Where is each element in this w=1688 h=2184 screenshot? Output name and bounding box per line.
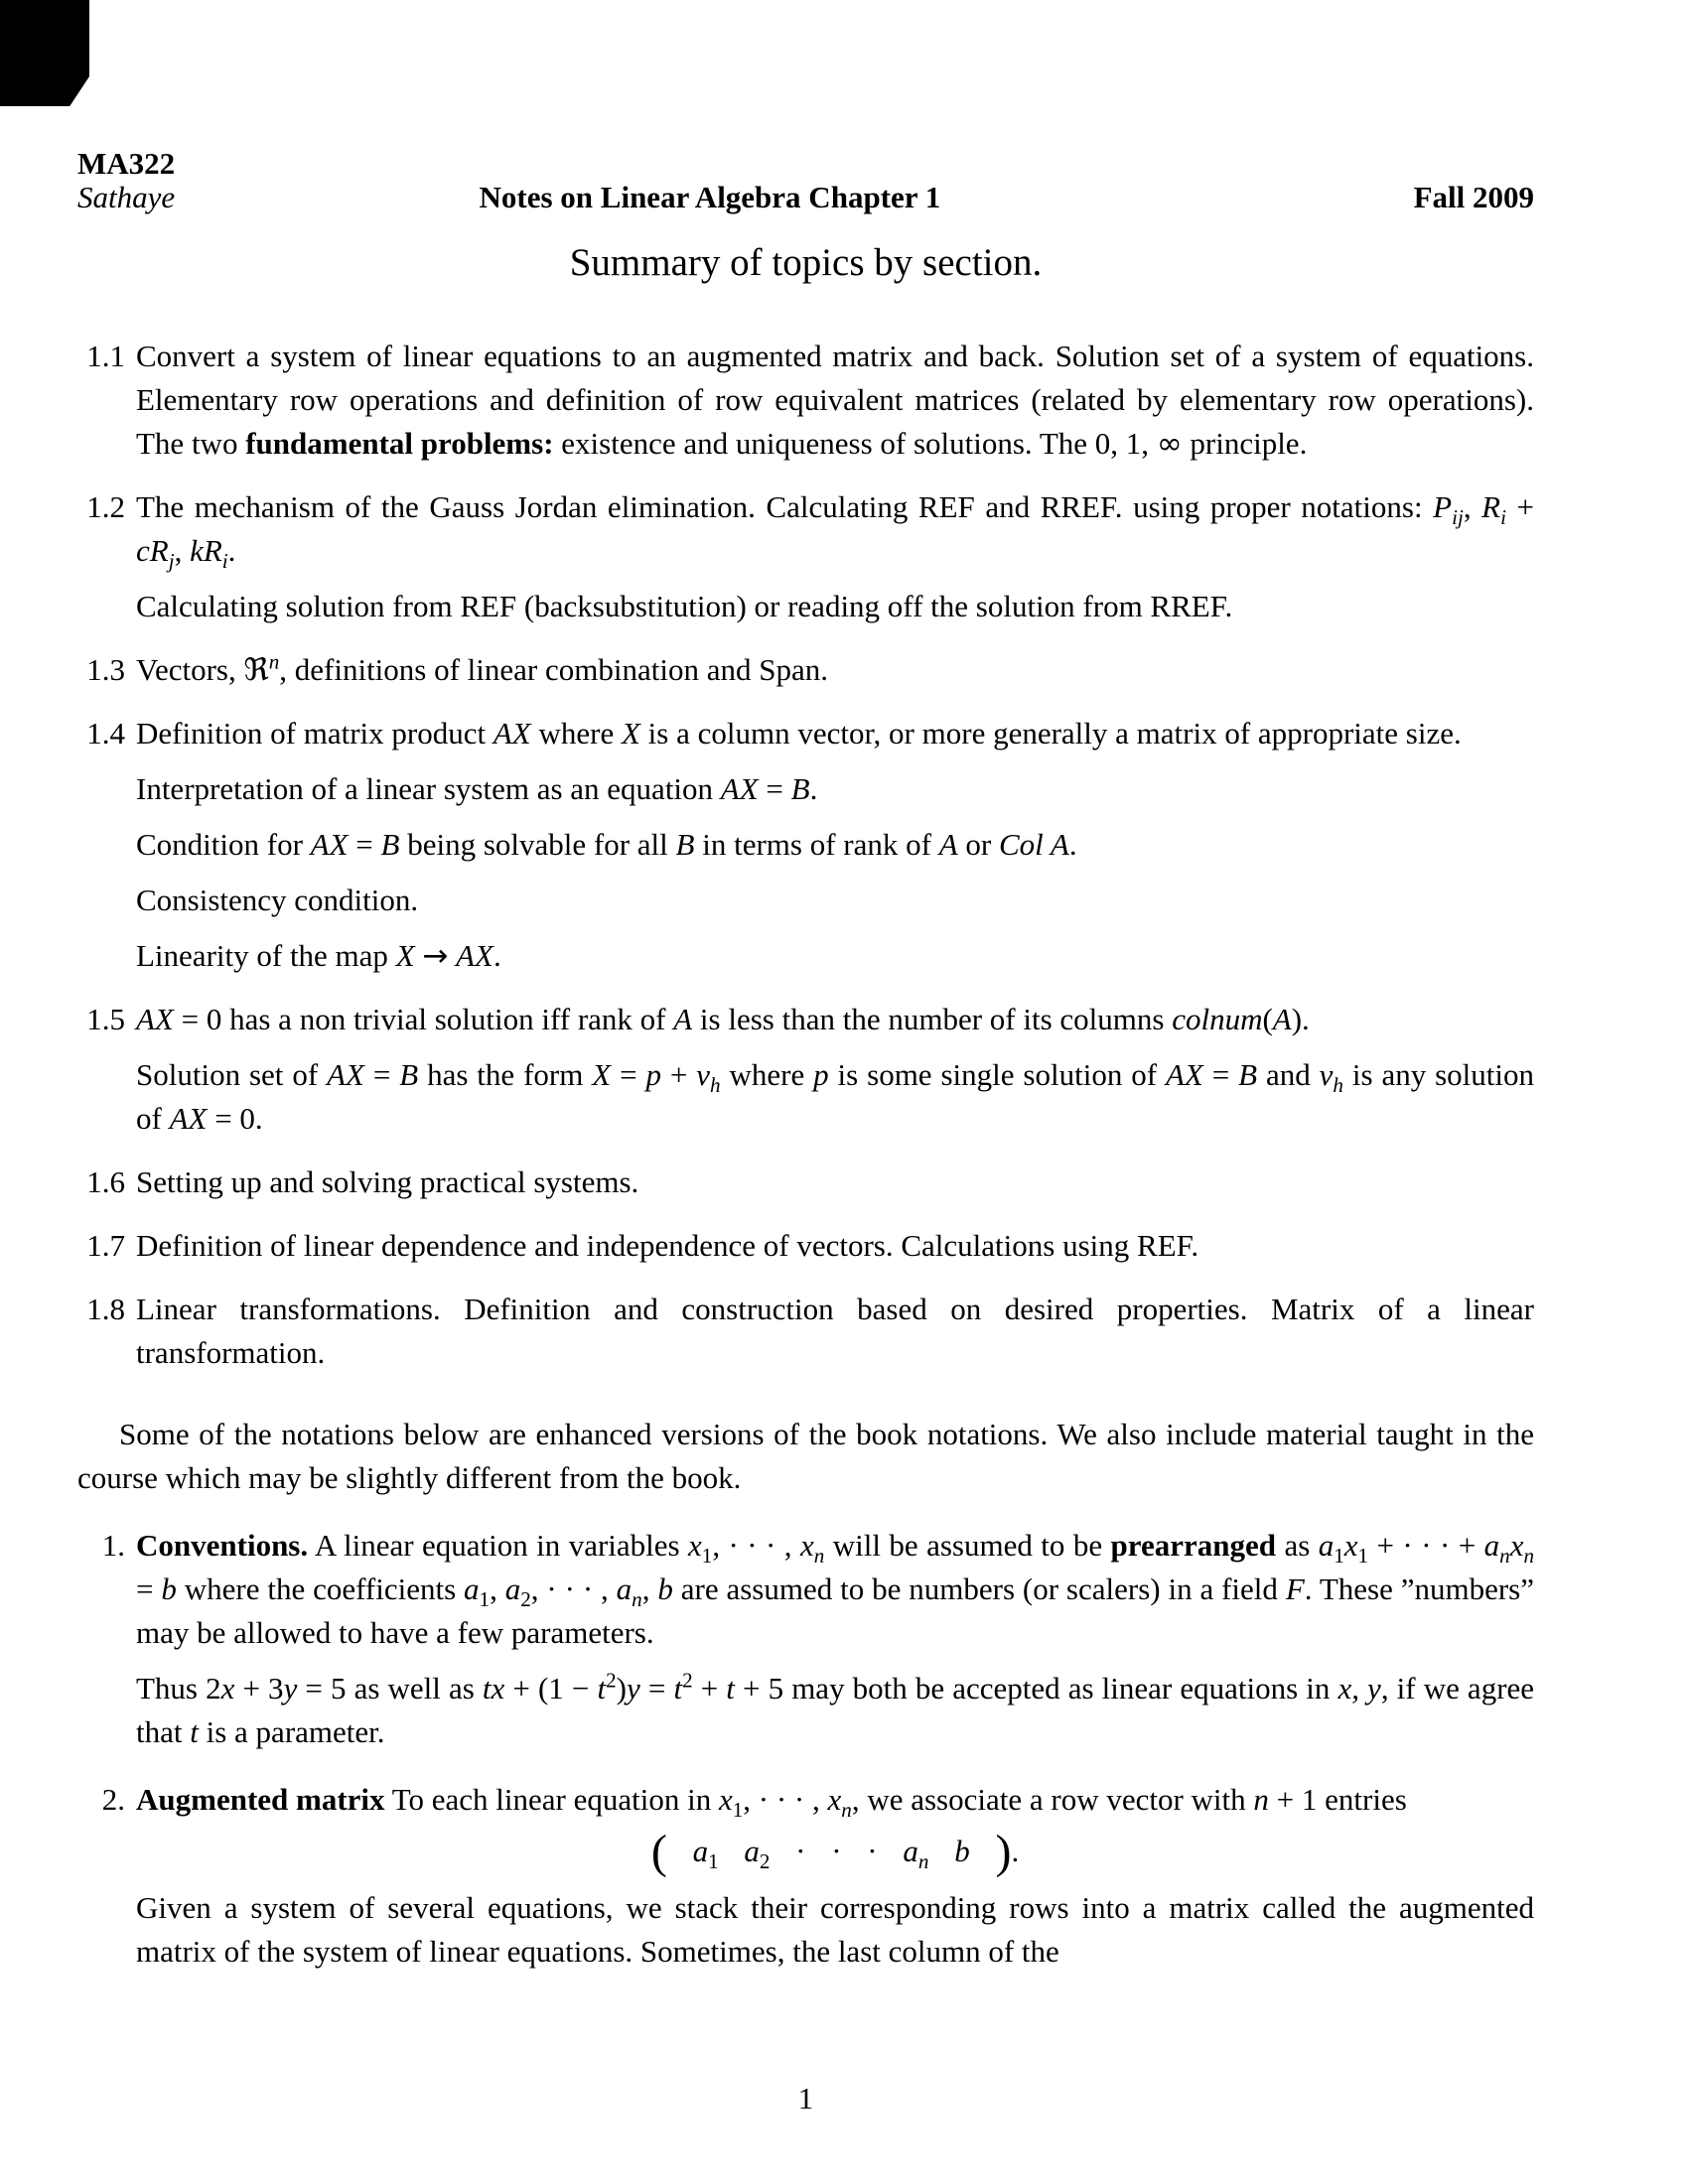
text-run: are assumed to be numbers (or scalers) in a field	[672, 1571, 1286, 1606]
text-run: ∞	[1156, 426, 1183, 462]
text-run: AX	[169, 1101, 208, 1136]
item-label: 2.	[101, 1782, 125, 1817]
text-run: t	[726, 1671, 735, 1706]
text-run: Interpretation of a linear system as an equation	[136, 771, 721, 806]
text-run: x, y	[1337, 1671, 1381, 1706]
paragraph	[136, 485, 1534, 573]
item-label: 1.3	[86, 652, 125, 687]
text-run: x	[688, 1528, 702, 1563]
text-run	[770, 1834, 795, 1868]
text-run: x	[800, 1528, 814, 1563]
text-run: ,	[490, 1571, 505, 1606]
text-run: i	[1500, 505, 1506, 530]
text-run: , definitions of linear combination and Span.	[279, 652, 828, 687]
topic-1-8	[77, 1288, 1534, 1375]
text-run: Definition of matrix product	[136, 716, 493, 751]
paragraph	[136, 712, 1534, 755]
text-run: AX	[720, 771, 759, 806]
paragraph	[136, 1160, 1534, 1204]
text-run: a	[1318, 1528, 1335, 1563]
text-run: , · · · ,	[712, 1528, 800, 1563]
header-row	[77, 181, 1534, 214]
text-run: P	[1433, 489, 1453, 524]
text-run: To each linear equation in	[384, 1782, 719, 1817]
text-run: n	[841, 1798, 852, 1823]
topic-1-4	[77, 712, 1534, 978]
text-run	[928, 1834, 954, 1868]
text-run: +	[660, 1057, 697, 1092]
paragraph	[136, 1224, 1534, 1268]
paragraph	[136, 585, 1534, 628]
text-run: 1	[1334, 1544, 1344, 1569]
text-run: principle.	[1182, 426, 1308, 461]
text-run: n	[1523, 1544, 1534, 1569]
text-run: fundamental problems:	[245, 426, 554, 461]
text-run: v	[696, 1057, 711, 1092]
text-run: = 0 has a non trivial solution iff rank of	[173, 1002, 674, 1036]
text-run: x	[220, 1671, 235, 1706]
text-run: →	[422, 938, 449, 974]
text-run: AX	[327, 1057, 364, 1092]
text-run: AX	[1165, 1057, 1203, 1092]
text-run: (	[1262, 1002, 1273, 1036]
text-run: Condition for	[136, 827, 311, 862]
text-run: B	[399, 1057, 419, 1092]
paragraph	[136, 1288, 1534, 1375]
text-run: AX	[136, 1002, 174, 1036]
text-run: y	[283, 1671, 298, 1706]
text-run: x	[1343, 1528, 1358, 1563]
text-run: Definition of linear dependence and independence of vectors. Calculations using REF.	[136, 1228, 1199, 1263]
text-run: 2	[759, 1849, 771, 1874]
text-run: .	[809, 771, 818, 806]
convention-item-2	[77, 1778, 1534, 1974]
text-run: (	[650, 1825, 667, 1878]
topic-1-6	[77, 1160, 1534, 1204]
text-run: n	[917, 1849, 929, 1874]
text-run: is any solution of	[136, 1057, 1535, 1136]
course-code: MA322	[77, 146, 176, 181]
text-run: v	[1319, 1057, 1334, 1092]
text-run: t	[673, 1671, 683, 1706]
text-run: Linear transformations. Definition and construction based on desired properties. Matrix of a linear transformation.	[136, 1292, 1534, 1370]
item-label: 1.1	[86, 339, 125, 373]
topic-1-1	[77, 335, 1534, 466]
text-run: Some of the notations below are enhanced versions of the book notations. We also include material taught in the course which may be slightly different from the book.	[77, 1417, 1534, 1495]
text-run: y	[626, 1671, 640, 1706]
text-run	[719, 1834, 745, 1868]
item-label: 1.4	[86, 716, 125, 751]
text-run: , · · · ,	[743, 1782, 828, 1817]
text-run: j	[168, 549, 175, 574]
text-run: prearranged	[1110, 1528, 1277, 1563]
text-run: existence and uniqueness of solutions. The 0, 1,	[553, 426, 1157, 461]
item-label: 1.2	[86, 489, 125, 524]
text-run: A	[1272, 1002, 1292, 1036]
text-run: + 1 entries	[1268, 1782, 1407, 1817]
text-run: in terms of rank of	[694, 827, 939, 862]
paragraph	[136, 934, 1534, 978]
text-run: .	[227, 533, 236, 568]
text-run: a	[903, 1834, 918, 1868]
text-run: X	[592, 1057, 612, 1092]
text-run	[970, 1834, 996, 1868]
paragraph	[136, 1886, 1534, 1974]
paragraph	[136, 767, 1534, 811]
text-run: =	[639, 1671, 674, 1706]
text-run: +	[1505, 489, 1534, 524]
text-run: =	[611, 1057, 646, 1092]
text-run: as	[1276, 1528, 1319, 1563]
text-run: a	[1483, 1528, 1500, 1563]
item-label: 1.5	[86, 1002, 125, 1036]
topic-1-7	[77, 1224, 1534, 1268]
text-run: i	[221, 549, 228, 574]
text-run: being solvable for all	[399, 827, 676, 862]
text-run: 2	[520, 1587, 531, 1612]
text-run: is some single solution of	[828, 1057, 1166, 1092]
text-run: =	[348, 827, 381, 862]
text-run: x	[1509, 1528, 1524, 1563]
text-run	[667, 1834, 693, 1868]
text-run: where	[530, 716, 622, 751]
text-run: n	[632, 1587, 642, 1612]
text-run: Vectors,	[136, 652, 244, 687]
text-run: .	[1068, 827, 1077, 862]
text-run: · · ·	[795, 1834, 878, 1868]
text-run: Convert a system of linear equations to an augmented matrix and back. Solution set of a system of equations. Elementary row operations and definition of row equivalent matrices (related by elementary row operations). The two	[136, 339, 1534, 461]
text-run: Setting up and solving practical systems.	[136, 1164, 639, 1199]
text-run: Augmented matrix	[136, 1782, 385, 1817]
text-run: p	[813, 1057, 829, 1092]
text-run: Conventions.	[136, 1528, 309, 1563]
text-run: is a column vector, or more generally a matrix of appropriate size.	[639, 716, 1462, 751]
text-run: B	[1238, 1057, 1258, 1092]
text-run: where the coefficients	[176, 1571, 465, 1606]
paragraph	[136, 879, 1534, 922]
text-run: tx	[482, 1671, 505, 1706]
text-run: 2	[606, 1668, 617, 1693]
text-run: colnum	[1172, 1002, 1263, 1036]
text-run: .	[492, 938, 501, 973]
item-label: 1.	[101, 1528, 125, 1563]
text-run: 1	[708, 1849, 719, 1874]
topic-1-5	[77, 998, 1534, 1141]
text-run: p	[645, 1057, 661, 1092]
item-label: 1.7	[86, 1228, 125, 1263]
page-title: Summary of topics by section.	[569, 241, 1043, 284]
item-label: 1.6	[86, 1164, 125, 1199]
text-run: )	[995, 1825, 1012, 1878]
paragraph	[136, 1053, 1534, 1141]
text-run: 1	[732, 1798, 744, 1823]
text-run: b	[161, 1571, 177, 1606]
text-run: 2	[682, 1668, 693, 1693]
text-run: =	[136, 1571, 162, 1606]
text-run: n	[268, 649, 280, 674]
text-run: +	[692, 1671, 727, 1706]
text-run: h	[1333, 1073, 1343, 1098]
text-run: Linearity of the map	[136, 938, 396, 973]
header-title: Notes on Linear Algebra Chapter 1	[479, 180, 941, 214]
text-run: , · · · ,	[530, 1571, 617, 1606]
text-run: n	[813, 1544, 825, 1569]
text-run: B	[790, 771, 810, 806]
text-run: Thus 2	[136, 1671, 221, 1706]
text-run: The mechanism of the Gauss Jordan elimination. Calculating REF and RREF. using proper notations:	[136, 489, 1434, 524]
text-run: AX	[456, 938, 493, 973]
text-run	[448, 938, 456, 973]
document-body	[77, 335, 1534, 1974]
text-run: AX	[492, 716, 531, 751]
text-run: =	[363, 1057, 400, 1092]
text-run: + (1 −	[504, 1671, 598, 1706]
text-run: F	[1285, 1571, 1305, 1606]
text-run: a	[744, 1834, 760, 1868]
text-run: kR	[190, 533, 222, 568]
text-run: a	[464, 1571, 480, 1606]
text-run: 1	[701, 1544, 713, 1569]
text-run: = 5 as well as	[297, 1671, 483, 1706]
text-run: ,	[1463, 489, 1482, 524]
text-run: has the form	[418, 1057, 593, 1092]
text-run: will be assumed to be	[824, 1528, 1111, 1563]
topic-1-2	[77, 485, 1534, 628]
text-run: + 5 may both be accepted as linear equations in	[734, 1671, 1338, 1706]
text-run: Calculating solution from REF (backsubstitution) or reading off the solution from RREF.	[136, 589, 1233, 623]
paragraph	[136, 1667, 1534, 1754]
text-run: ℜ	[243, 652, 269, 688]
text-run: .	[1011, 1834, 1020, 1868]
text-run: B	[675, 827, 695, 862]
paragraph	[136, 335, 1534, 466]
text-run: , we associate a row vector with	[851, 1782, 1254, 1817]
notations-note	[77, 1413, 1534, 1500]
paragraph	[136, 998, 1534, 1041]
text-run: 1	[479, 1587, 491, 1612]
text-run: x	[718, 1782, 733, 1817]
text-run: n	[1499, 1544, 1510, 1569]
text-run: X	[395, 938, 415, 973]
text-run: =	[1202, 1057, 1239, 1092]
text-run: and	[1257, 1057, 1320, 1092]
text-run: ij	[1452, 505, 1464, 530]
text-run: 1	[1357, 1544, 1369, 1569]
text-run: B	[380, 827, 400, 862]
text-run: ,	[641, 1571, 658, 1606]
text-run: Given a system of several equations, we stack their corresponding rows into a matrix called the augmented matrix of the system of linear equations. Sometimes, the last column of the	[136, 1889, 1534, 1969]
text-run: , if we agree that	[136, 1671, 1535, 1749]
paragraph	[136, 823, 1534, 867]
topic-1-3	[77, 648, 1534, 692]
text-run: . These ”numbers” may be allowed to have a few parameters.	[136, 1571, 1535, 1650]
author-name: Sathaye	[77, 180, 176, 214]
convention-item-1	[77, 1524, 1534, 1754]
text-run: is less than the number of its columns	[692, 1002, 1173, 1036]
paragraph	[136, 1524, 1534, 1655]
text-run: x	[827, 1782, 842, 1817]
equation	[136, 1825, 1534, 1878]
text-run: ).	[1291, 1002, 1310, 1036]
item-label: 1.8	[86, 1292, 125, 1326]
text-run: + 3	[234, 1671, 284, 1706]
text-run: is a parameter.	[198, 1714, 385, 1749]
text-run: n	[1253, 1782, 1269, 1817]
page-number: 1	[797, 2081, 814, 2116]
text-run: A	[673, 1002, 693, 1036]
text-run: =	[758, 771, 791, 806]
text-run: ,	[174, 533, 191, 568]
text-run: Col A	[998, 827, 1069, 862]
paragraph	[136, 648, 1534, 692]
text-run: b	[657, 1571, 673, 1606]
text-run: or	[957, 827, 999, 862]
text-run: a	[692, 1834, 709, 1868]
text-run: where	[720, 1057, 814, 1092]
text-run: t	[597, 1671, 607, 1706]
text-run: = 0.	[207, 1101, 263, 1136]
text-run: Solution set of	[136, 1057, 328, 1092]
text-run: )	[616, 1671, 627, 1706]
text-run: a	[616, 1571, 633, 1606]
text-run: AX	[310, 827, 349, 862]
text-run: b	[954, 1834, 970, 1868]
text-run: cR	[136, 533, 169, 568]
text-run: A	[938, 827, 958, 862]
text-run: A linear equation in variables	[308, 1528, 689, 1563]
paragraph	[77, 1413, 1534, 1500]
text-run: h	[710, 1073, 721, 1098]
text-run: Consistency condition.	[136, 883, 419, 917]
text-run: a	[504, 1571, 521, 1606]
text-run: t	[190, 1714, 199, 1749]
text-run	[878, 1834, 904, 1868]
term-label: Fall 2009	[1413, 180, 1534, 214]
paragraph	[136, 1778, 1534, 1822]
text-run: + · · · +	[1368, 1528, 1484, 1563]
text-run: X	[621, 716, 640, 751]
document-header	[77, 147, 1534, 214]
text-run: R	[1481, 489, 1501, 524]
